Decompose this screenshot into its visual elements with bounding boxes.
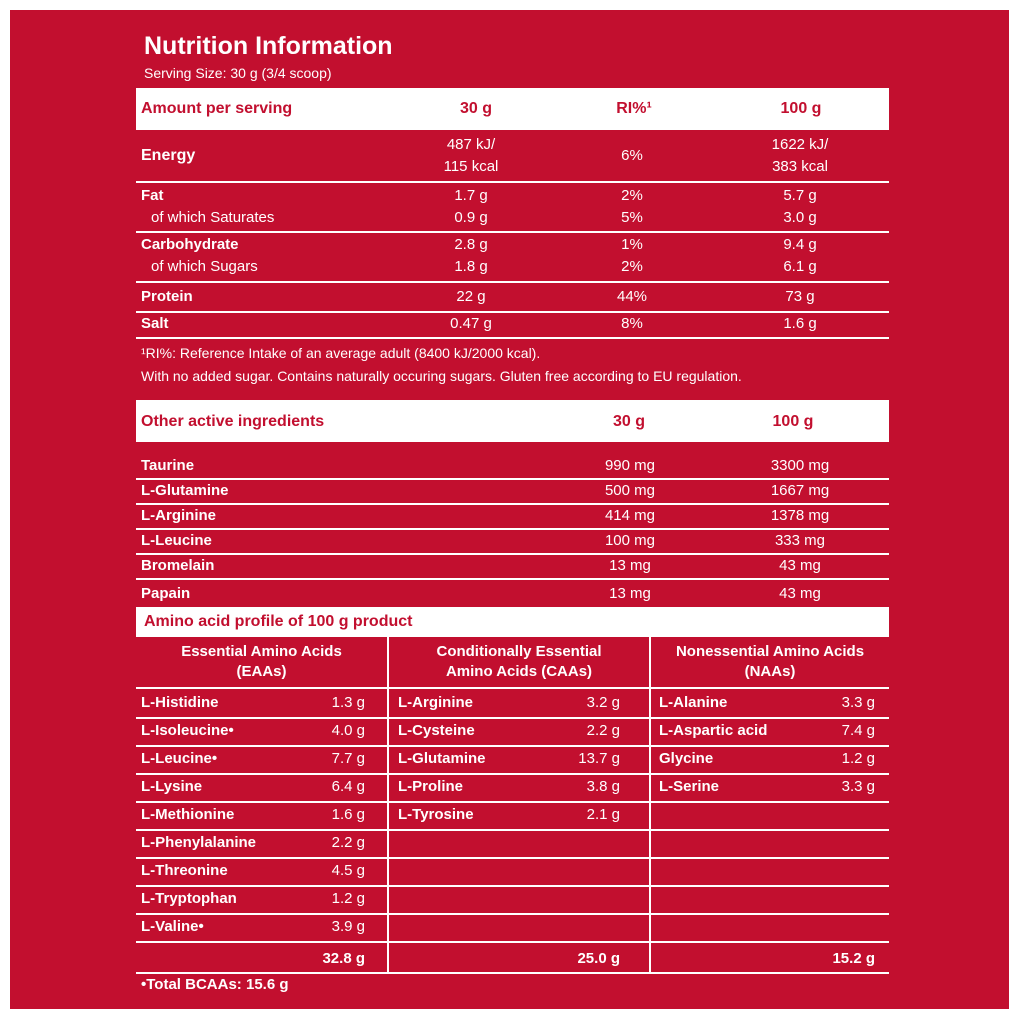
amino-acid-value: 1.3 g	[331, 694, 365, 711]
divider	[136, 687, 889, 689]
ri-footnote: ¹RI%: Reference Intake of an average adult (8400 kJ/2000 kcal).	[141, 345, 541, 361]
amino-acid-value: 1.2 g	[841, 750, 875, 767]
nutrition-value-ri: 8%	[621, 315, 643, 332]
energy-kcal-100g: 383 kcal	[772, 158, 828, 175]
amino-acid-value: 2.2 g	[331, 834, 365, 851]
amino-group-header: Nonessential Amino Acids	[675, 643, 865, 660]
nutrition-value-100g: 1.6 g	[783, 315, 817, 332]
amino-acid-name: L-Lysine	[141, 778, 203, 795]
amino-title: Amino acid profile of 100 g product	[144, 613, 413, 630]
amino-acid-name: L-Alanine	[659, 694, 728, 711]
amino-acid-value: 4.5 g	[331, 862, 365, 879]
energy-kj-100g: 1622 kJ/	[771, 136, 829, 153]
ingredient-value-30g: 414 mg	[604, 507, 656, 524]
nutrition-value-ri: 5%	[621, 209, 643, 226]
amino-acid-name: L-Cysteine	[398, 722, 475, 739]
amino-acid-value: 3.9 g	[331, 918, 365, 935]
header-amount-per-serving: Amount per serving	[141, 100, 293, 117]
amino-group-subheader: Amino Acids (CAAs)	[445, 663, 593, 680]
divider	[136, 773, 889, 775]
nutrition-value-30g: 22 g	[456, 288, 486, 305]
divider	[136, 885, 889, 887]
amino-acid-value: 1.6 g	[331, 806, 365, 823]
nutrition-value-100g: 5.7 g	[783, 187, 817, 204]
serving-size: Serving Size: 30 g (3/4 scoop)	[144, 65, 332, 81]
amino-acid-value: 2.2 g	[586, 722, 620, 739]
amino-acid-value: 3.3 g	[841, 778, 875, 795]
nutrition-row-label: of which Sugars	[151, 258, 258, 275]
divider	[136, 553, 889, 555]
ingredient-value-100g: 333 mg	[774, 532, 826, 549]
divider	[136, 311, 889, 313]
amino-group-total: 32.8 g	[322, 950, 365, 967]
ingredient-value-100g: 43 mg	[779, 585, 821, 602]
nutrition-value-30g: 2.8 g	[454, 236, 488, 253]
nutrition-value-ri: 2%	[621, 258, 643, 275]
page-title: Nutrition Information	[144, 32, 393, 60]
amino-acid-value: 3.3 g	[841, 694, 875, 711]
ingredient-value-100g: 43 mg	[779, 557, 821, 574]
ingredient-label: Papain	[141, 585, 191, 602]
ingredient-value-30g: 100 mg	[604, 532, 656, 549]
header-ri: RI%¹	[616, 100, 652, 117]
amino-acid-name: Glycine	[659, 750, 714, 767]
divider	[136, 337, 889, 339]
header-other-ingredients: Other active ingredients	[141, 413, 325, 430]
nutrition-value-100g: 6.1 g	[783, 258, 817, 275]
divider	[136, 972, 889, 974]
amino-group-total: 15.2 g	[832, 950, 875, 967]
amino-acid-name: L-Isoleucine•	[141, 722, 234, 739]
nutrition-value-100g: 3.0 g	[783, 209, 817, 226]
nutrition-row-label: of which Saturates	[151, 209, 275, 226]
divider	[136, 231, 889, 233]
nutrition-value-30g: 0.47 g	[450, 315, 492, 332]
amino-acid-name: L-Phenylalanine	[141, 834, 257, 851]
ingredient-label: L-Leucine	[141, 532, 212, 549]
amino-group-header: Conditionally Essential	[436, 643, 602, 660]
amino-acid-name: L-Glutamine	[398, 750, 486, 767]
sugar-footnote: With no added sugar. Contains naturally occuring sugars. Gluten free according to EU regulation.	[141, 368, 742, 384]
amino-acid-value: 7.4 g	[841, 722, 875, 739]
header-30g: 30 g	[459, 100, 492, 117]
ingredient-label: Taurine	[141, 457, 195, 474]
energy-ri: 6%	[621, 147, 643, 164]
energy-kj-30g: 487 kJ/	[446, 136, 496, 153]
divider	[136, 801, 889, 803]
nutrition-value-100g: 73 g	[785, 288, 815, 305]
amino-acid-value: 3.2 g	[586, 694, 620, 711]
ingredient-value-30g: 13 mg	[609, 557, 651, 574]
amino-header	[136, 607, 889, 637]
divider	[136, 578, 889, 580]
nutrition-value-30g: 0.9 g	[454, 209, 488, 226]
ingredient-value-100g: 1378 mg	[770, 507, 830, 524]
nutrition-panel	[10, 10, 1009, 1009]
nutrition-value-30g: 1.7 g	[454, 187, 488, 204]
amino-acid-name: L-Methionine	[141, 806, 235, 823]
amino-acid-value: 1.2 g	[331, 890, 365, 907]
ingredient-value-30g: 13 mg	[609, 585, 651, 602]
amino-acid-name: L-Proline	[398, 778, 464, 795]
amino-group-subheader: (NAAs)	[744, 663, 796, 680]
amino-acid-name: L-Tryptophan	[141, 890, 237, 907]
amino-acid-name: L-Tyrosine	[398, 806, 474, 823]
divider	[136, 528, 889, 530]
header-100g: 100 g	[772, 413, 814, 430]
other-ingredients-header	[136, 400, 889, 442]
nutrition-row-label: Energy	[141, 147, 196, 164]
ingredient-label: L-Glutamine	[141, 482, 229, 499]
divider	[136, 745, 889, 747]
amino-acid-name: L-Valine•	[141, 918, 204, 935]
amino-acid-name: L-Arginine	[398, 694, 473, 711]
divider	[136, 281, 889, 283]
amino-acid-value: 3.8 g	[586, 778, 620, 795]
amino-acid-value: 4.0 g	[331, 722, 365, 739]
nutrition-row-label: Salt	[141, 315, 169, 332]
amino-acid-name: L-Aspartic acid	[659, 722, 768, 739]
ingredient-value-100g: 1667 mg	[770, 482, 830, 499]
amino-acid-value: 2.1 g	[586, 806, 620, 823]
nutrition-value-ri: 44%	[616, 288, 648, 305]
divider	[136, 717, 889, 719]
amino-acid-name: L-Histidine	[141, 694, 219, 711]
energy-kcal-30g: 115 kcal	[443, 158, 499, 175]
ingredient-label: L-Arginine	[141, 507, 216, 524]
divider	[136, 503, 889, 505]
divider	[136, 181, 889, 183]
header-100g: 100 g	[780, 100, 822, 117]
ingredient-value-100g: 3300 mg	[770, 457, 830, 474]
amino-acid-value: 7.7 g	[331, 750, 365, 767]
ingredient-value-30g: 500 mg	[604, 482, 656, 499]
amino-group-header: Essential Amino Acids	[181, 643, 342, 660]
nutrition-header	[136, 88, 889, 130]
amino-group-total: 25.0 g	[577, 950, 620, 967]
nutrition-row-label: Carbohydrate	[141, 236, 239, 253]
nutrition-row-label: Fat	[141, 187, 164, 204]
nutrition-value-ri: 2%	[621, 187, 643, 204]
nutrition-value-30g: 1.8 g	[454, 258, 488, 275]
divider	[136, 941, 889, 943]
divider	[136, 478, 889, 480]
ingredient-value-30g: 990 mg	[604, 457, 656, 474]
header-30g: 30 g	[612, 413, 645, 430]
nutrition-row-label: Protein	[141, 288, 193, 305]
amino-acid-value: 6.4 g	[331, 778, 365, 795]
nutrition-value-100g: 9.4 g	[783, 236, 817, 253]
amino-acid-name: L-Leucine•	[141, 750, 218, 767]
bcaa-footnote: •Total BCAAs: 15.6 g	[141, 976, 289, 993]
amino-acid-name: L-Serine	[659, 778, 720, 795]
nutrition-value-ri: 1%	[621, 236, 643, 253]
ingredient-label: Bromelain	[141, 557, 215, 574]
amino-acid-name: L-Threonine	[141, 862, 228, 879]
divider	[136, 913, 889, 915]
amino-group-subheader: (EAAs)	[236, 663, 287, 680]
amino-acid-value: 13.7 g	[578, 750, 620, 767]
divider	[136, 829, 889, 831]
divider	[136, 857, 889, 859]
